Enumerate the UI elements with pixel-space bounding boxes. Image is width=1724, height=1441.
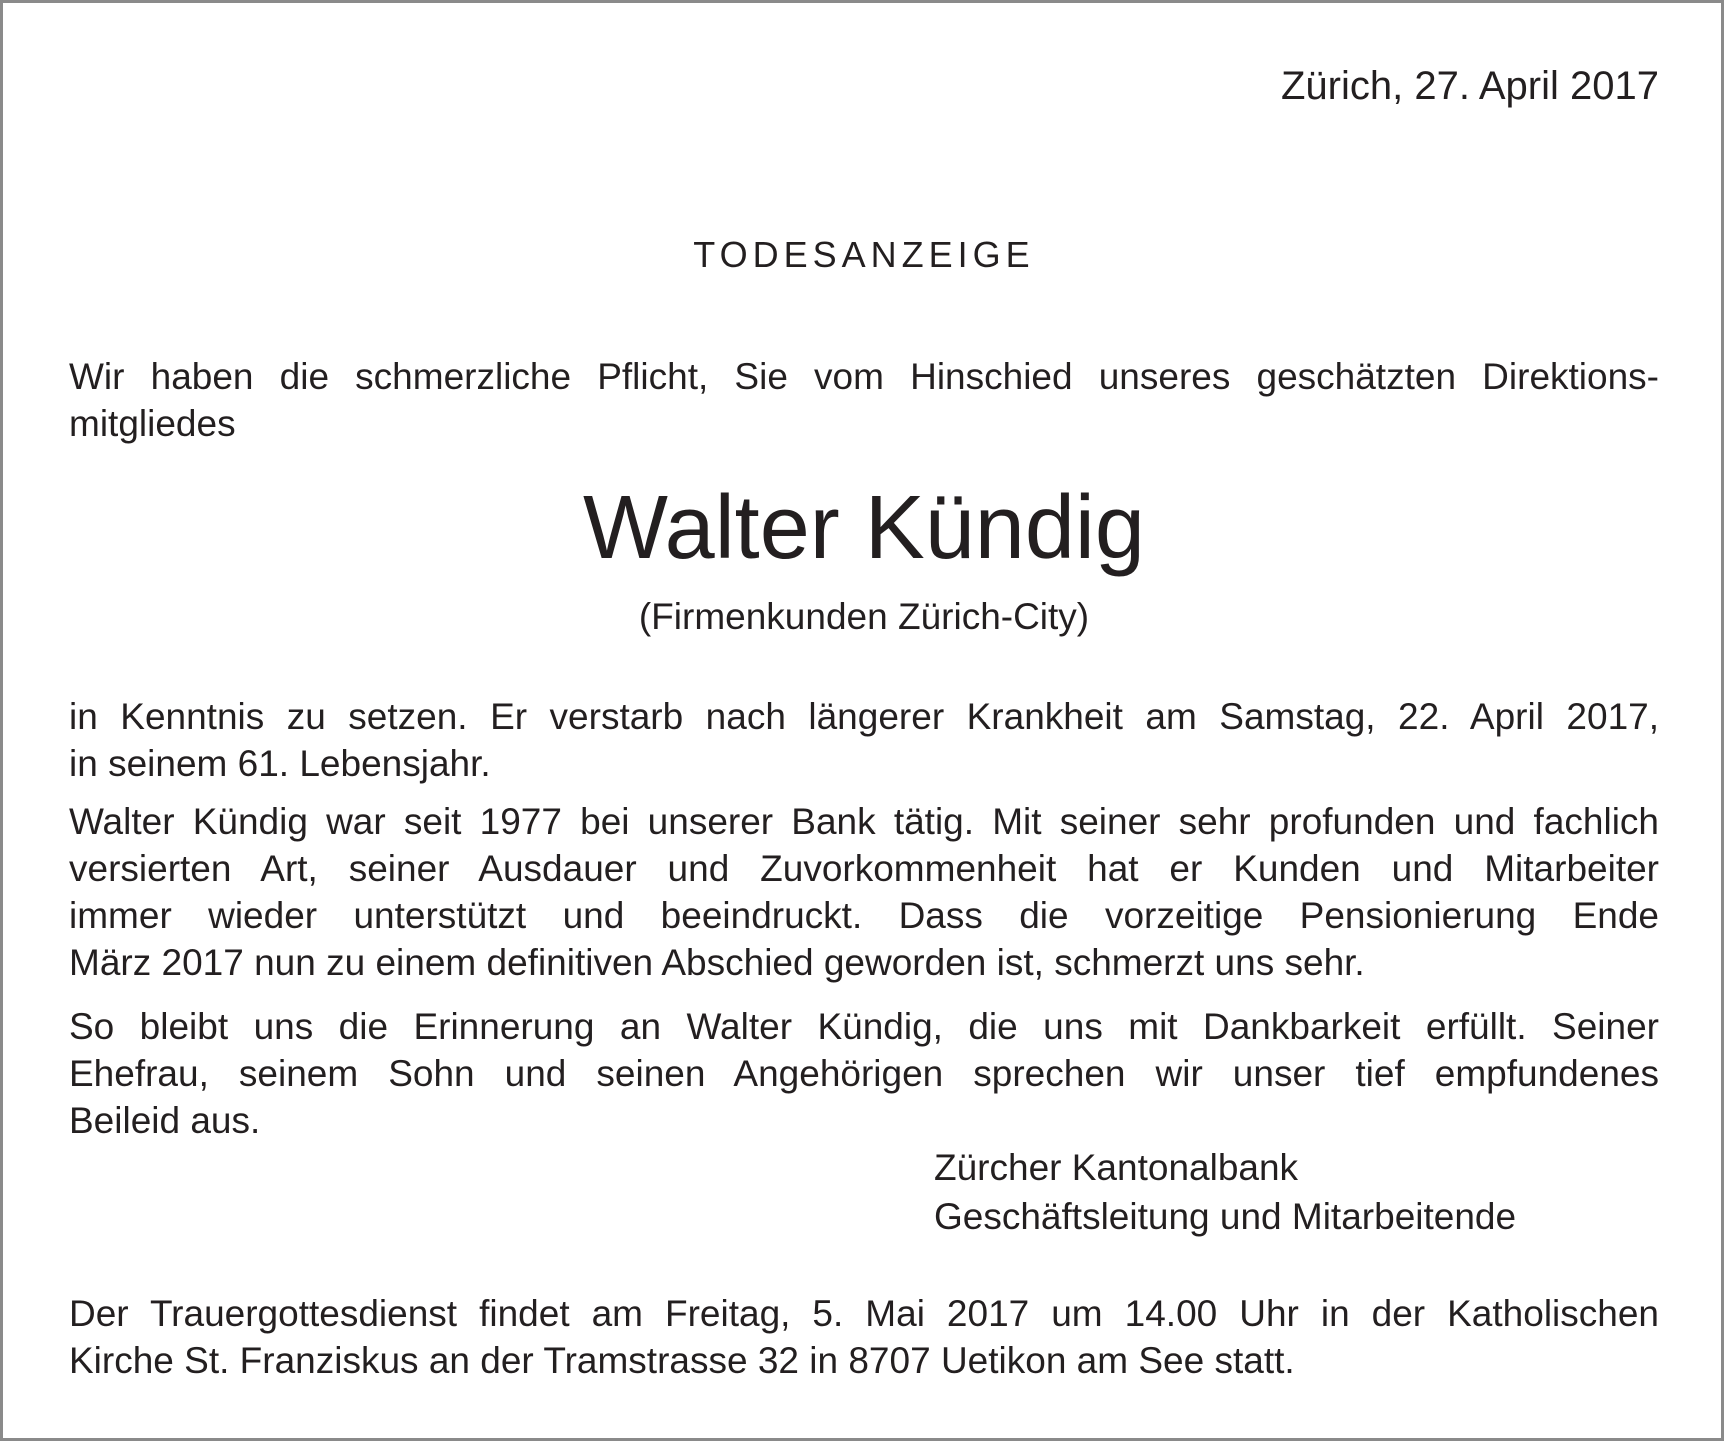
service-line: Kirche St. Franziskus an der Tramstrasse 32 in 8707 Uetikon am See statt. <box>69 1340 1295 1381</box>
signature-block <box>934 1143 1516 1241</box>
intro-line: Wir haben die schmerzliche Pflicht, Sie vom Hinschied unseres geschätzten Direktions- <box>69 356 1659 397</box>
career-paragraph <box>69 798 1659 986</box>
career-line: März 2017 nun zu einem definitiven Abschied geworden ist, schmerzt uns sehr. <box>69 942 1365 983</box>
service-paragraph <box>69 1290 1659 1384</box>
notice-line: in Kenntnis zu setzen. Er verstarb nach längerer Krankheit am Samstag, 22. April 2017, <box>69 696 1659 737</box>
career-line: immer wieder unterstützt und beeindruckt. Dass die vorzeitige Pensionierung Ende <box>69 895 1659 936</box>
memory-line: So bleibt uns die Erinnerung an Walter Kündig, die uns mit Dankbarkeit erfüllt. Seiner <box>69 1006 1659 1047</box>
deceased-name: Walter Kündig <box>583 478 1145 578</box>
deceased-department: (Firmenkunden Zürich-City) <box>638 596 1090 637</box>
intro-line: mitgliedes <box>69 403 236 444</box>
service-line: Der Trauergottesdienst findet am Freitag, 5. Mai 2017 um 14.00 Uhr in der Katholischen <box>69 1293 1659 1334</box>
career-line: Walter Kündig war seit 1977 bei unserer Bank tätig. Mit seiner sehr profunden und fachlich <box>69 801 1659 842</box>
place-date: Zürich, 27. April 2017 <box>1281 64 1659 108</box>
notice-paragraph <box>69 693 1659 787</box>
notice-heading: TODESANZEIGE <box>693 234 1035 275</box>
memory-line: Beileid aus. <box>69 1100 261 1141</box>
intro-paragraph <box>69 353 1659 447</box>
career-line: versierten Art, seiner Ausdauer und Zuvorkommenheit hat er Kunden und Mitarbeiter <box>69 848 1659 889</box>
notice-line: in seinem 61. Lebensjahr. <box>69 743 491 784</box>
signature-organization: Zürcher Kantonalbank <box>934 1147 1299 1188</box>
memory-paragraph <box>69 1003 1659 1144</box>
signature-signatories: Geschäftsleitung und Mitarbeitende <box>934 1196 1517 1237</box>
memory-line: Ehefrau, seinem Sohn und seinen Angehörigen sprechen wir unser tief empfundenes <box>69 1053 1659 1094</box>
